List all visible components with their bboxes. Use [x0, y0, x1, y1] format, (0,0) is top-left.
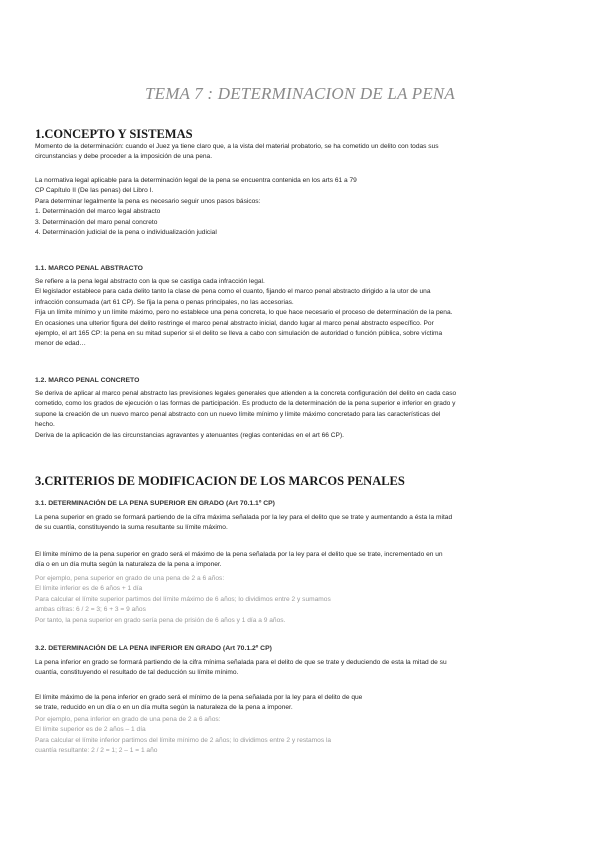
subsection-1-2-text: Se deriva de aplicar al marco penal abstracto las previsiones legales generales que atienden a la concreta configuración del delito en cada caso cometido, como los grados de ejecución o las formas de participación. Es producto de la determinación de la pena superior e inferior en grado y supone la creación de un nuevo marco penal abstracto con un nuevo límite mínimo y límite máximo concretado para las características del hecho. Deriva de la aplicación de las circunstancias agravantes y atenuantes (reglas contenidas en el art 66 CP). — [35, 390, 457, 439]
subsection-1-1-text: Se refiere a la pena legal abstracto con la que se castiga cada infracción legal. El legislador establece para cada delito tanto la clase de pena como el cuanto, fijando el marco penal abstracto dirigido a la utor de una infracción consumada (art 61 CP). Se fija la pena o penas principales, no las accesorias. Fija un límite mínimo y un límite máximo, pero no establece una pena concreta, lo que hace necesario el proceso de determinación de la pena. En ocasiones una ulterior figura del delito restringe el marco penal abstracto inicial, dando lugar al marco penal abstracto específico. Por ejemplo, el art 165 CP: la pena en su mitad superior si el delito se lleva a cabo con simulación de autoridad o función pública, sobre víctima menor de edad… — [35, 278, 453, 348]
subsection-1-2-heading: 1.2. MARCO PENAL CONCRETO — [35, 377, 140, 384]
subsection-3-1-example: Por ejemplo, pena superior en grado de una pena de 2 a 6 años: El límite inferior es de 6 años + 1 día Para calcular el límite superior partimos del límite máximo de 6 años; lo dividimos entre 2 y sumamos ambas cifras: 6 / 2 = 3; 6 + 3 = 9 años Por tanto, la pena superior en grado sería pena de prisión de 6 años y 1 día a 9 años. — [35, 575, 331, 624]
section-1-normativa: La normativa legal aplicable para la determinación legal de la pena se encuentra contenida en los arts 61 a 79 CP Capítulo II (De las penas) del Libro I. Para determinar legalmente la pena es necesario seguir unos pasos básicos: 1. Determinación del marco legal abstracto 3. Determinación del maro penal concreto 4. Determinación judicial de la pena o individualización judicial — [35, 177, 357, 237]
subsection-3-2-text-2: El límite máximo de la pena inferior en grado será el mínimo de la pena señalada por la ley para el delito de que se trate, reducido en un día o en un día multa según la naturaleza de la pena a imponer. — [35, 694, 363, 712]
section-1-intro: Momento de la determinación: cuando el Juez ya tiene claro que, a la vista del material probatorio, se ha cometido un delito con todas sus circunstancias y debe proceder a la imposición de una pena. — [35, 143, 439, 161]
section-3-heading: 3.CRITERIOS DE MODIFICACION DE LOS MARCOS PENALES — [35, 474, 405, 488]
document-title: TEMA 7 : DETERMINACION DE LA PENA — [144, 84, 456, 103]
subsection-3-1-text-2: El límite mínimo de la pena superior en grado será el máximo de la pena señalada por la ley para el delito que se trate, incrementado en un día o en un día multa según la naturaleza de la pena a imponer. — [35, 551, 443, 569]
subsection-3-2-example: Por ejemplo, pena inferior en grado de una pena de 2 a 6 años: El límite superior es de 2 años – 1 día Para calcular el límite inferior partimos del límite mínimo de 2 años; lo dividimos entre 2 y restamos la cuantía resultante: 2 / 2 = 1; 2 – 1 = 1 año — [35, 716, 332, 755]
subsection-3-1-heading: 3.1. DETERMINACIÓN DE LA PENA SUPERIOR EN GRADO (Art 70.1.1º CP) — [35, 500, 275, 507]
subsection-3-1-text: La pena superior en grado se formará partiendo de la cifra máxima señalada por la ley para el delito que se trate y aumentando a ésta la mitad de su cuantía, constituyendo la suma resultante su límite máximo. — [35, 514, 453, 532]
subsection-3-2-heading: 3.2. DETERMINACIÓN DE LA PENA INFERIOR EN GRADO (Art 70.1.2º CP) — [35, 645, 272, 652]
section-1-heading: 1.CONCEPTO Y SISTEMAS — [35, 127, 193, 141]
subsection-1-1-heading: 1.1. MARCO PENAL ABSTRACTO — [35, 265, 143, 272]
subsection-3-2-text: La pena inferior en grado se formará partiendo de la cifra mínima señalada para el delito de que se trate y deduciendo de esta la mitad de su cuantía, constituyendo el resultado de tal deducción su límite mínimo. — [35, 659, 447, 677]
